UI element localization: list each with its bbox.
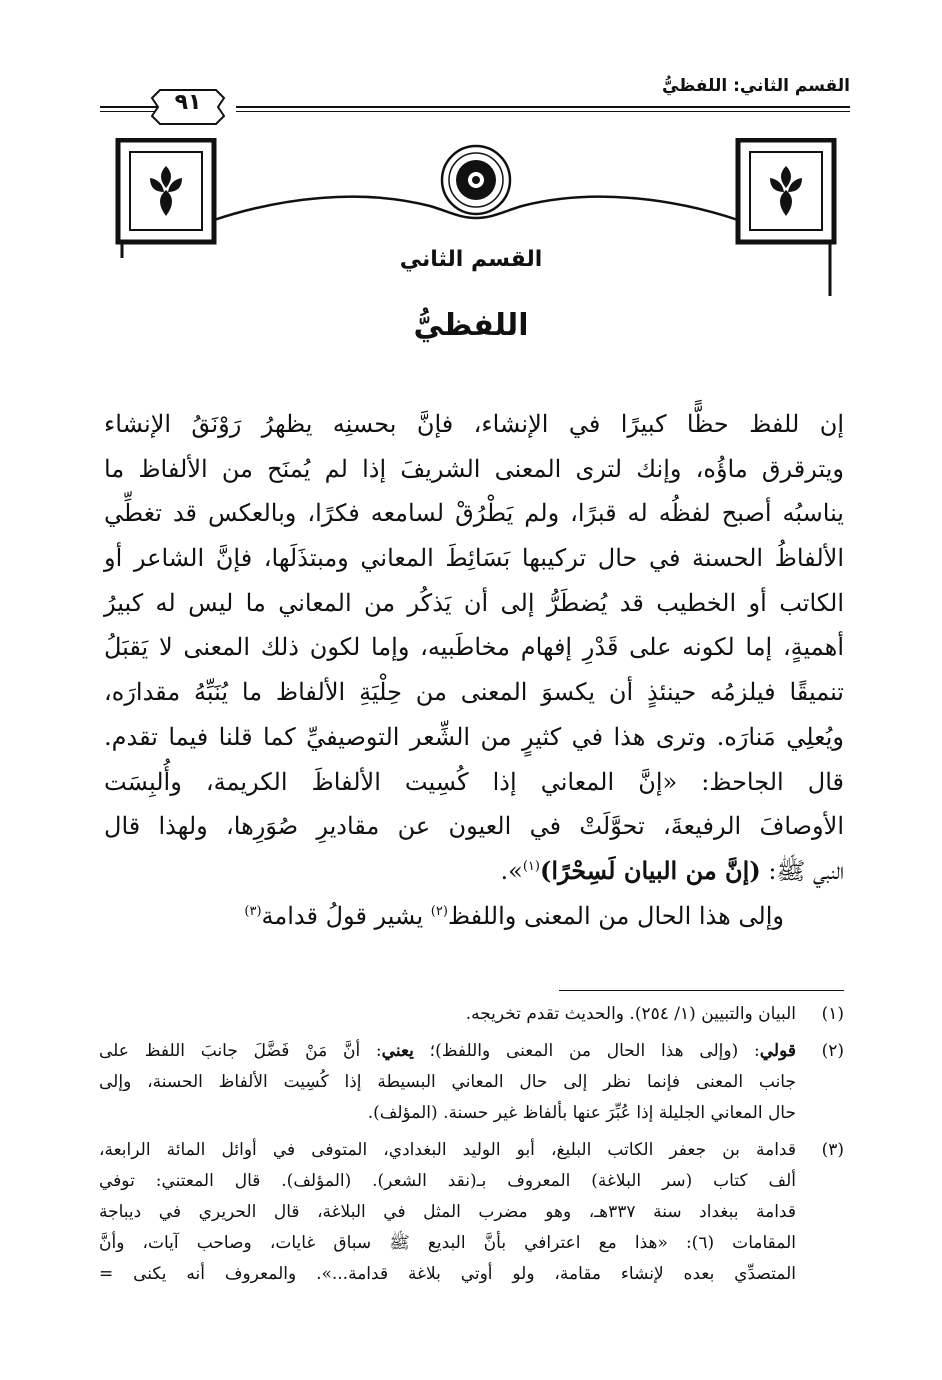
footnote-line — [99, 1036, 796, 1067]
footnote-line: قدامة ببغداد سنة ٣٣٧هـ، وهو مضرب المثل في البلاغة، قال الحريري في ديباجة — [99, 1202, 796, 1222]
running-title: القسم الثاني: اللفظيُّ — [662, 76, 850, 96]
body-line-final — [104, 894, 844, 939]
footnote-line: حال المعاني الجليلة إذا عُبِّرَ عنها بألفاظ غير حسنة. (المؤلف). — [367, 1103, 796, 1123]
footnote-number: (٢) — [821, 1041, 844, 1061]
footnote-line: ألف كتاب (سر البلاغة) المعروف بـ(نقد الشعر). (المؤلف). قال المعتني: توفي — [99, 1171, 796, 1191]
body-line-hadith — [104, 849, 844, 894]
hadith-quote: (إنَّ من البيان لَسِحْرًا) — [539, 855, 761, 885]
footnote — [99, 1135, 844, 1290]
body-line: أهميةٍ، إما لكونه على قَدْرِ إفهام مخاطَبيه، وإما لكون ذلك المعنى لا يَقبَلُ — [104, 633, 844, 662]
footnote-line: البيان والتبيين (١/ ٢٥٤). والحديث تقدم تخريجه. — [465, 1004, 796, 1024]
footnote-marker: (١) — [522, 858, 540, 874]
ornament-banner — [100, 138, 850, 308]
footnote-line: جانب المعنى فإنما نظر إلى حال المعاني البسيطة إذا كُسِيت الألفاظ الحسنة، وإلى — [99, 1072, 796, 1092]
page-number: ٩١ — [174, 90, 202, 115]
footnote-separator — [559, 990, 844, 991]
body-line: الألفاظُ الحسنة في حال تركيبها بَسَائِطَ المعاني ومبتذَلَها، فإنَّ الشاعر أو — [104, 544, 844, 573]
footnote-text: : أنَّ مَنْ فَضَّلَ جانبَ اللفظ على — [99, 1041, 382, 1061]
footnote-number: (١) — [821, 1004, 844, 1024]
section-label: القسم الثاني — [399, 247, 543, 272]
body-line: ويترقرق ماؤُه، وإنك لترى المعنى الشريفَ إذا لم يُمنَح من الألفاظ ما — [104, 454, 845, 483]
footnote — [99, 999, 844, 1030]
hadith-intro: النبي ﷺ: — [760, 856, 844, 885]
footnote-marker: (٢) — [430, 903, 448, 919]
footnote-number: (٣) — [821, 1140, 844, 1160]
header-rule — [236, 111, 850, 112]
section-title: اللفظيُّ — [413, 308, 529, 343]
footnote-lead: يعني — [381, 1041, 414, 1061]
right-ornament-tile — [738, 140, 834, 296]
footnote-line: المتصدِّي بعده لإنشاء مقامة، ولو أوتي بلاغة قدامة...». والمعروف أنه يكنى = — [99, 1264, 796, 1284]
body-line: يناسبُه أصبح لفظُه له قبرًا، ولم يَطْرُقْ لسامعه فكرًا، وبالعكس قد تغطِّي — [104, 499, 844, 528]
footnote — [99, 1036, 844, 1129]
footnote-lead: قولي — [759, 1041, 797, 1061]
body-paragraph — [104, 402, 844, 938]
center-medallion — [442, 146, 510, 214]
footnote-line: المقامات (٦): «هذا مع اعترافي بأنَّ البديع ﷺ سباق غايات، وصاحب آيات، وأنَّ — [99, 1233, 796, 1253]
final-line-part: وإلى هذا الحال من المعنى واللفظ — [447, 901, 784, 930]
left-ornament-tile — [118, 140, 214, 258]
header-rule — [236, 106, 850, 108]
body-line: إن للفظ حظًّا كبيرًا في الإنشاء، فإنَّ بحسنِه يظهرُ رَوْنَقُ الإنشاء — [104, 410, 845, 438]
body-line: الكاتب أو الخطيب قد يُضطَرُّ إلى أن يَذكُر من المعاني ما ليس له كبيرُ — [104, 588, 844, 617]
footnotes — [99, 999, 844, 1296]
footnote-marker: (٣) — [244, 903, 262, 919]
footnote-line: قدامة بن جعفر الكاتب البليغ، أبو الوليد البغدادي، المتوفى في أوائل المائة الرابعة، — [99, 1140, 796, 1160]
quote-close: ». — [500, 856, 523, 885]
footnote-text: : (وإلى هذا الحال من المعنى واللفظ)؛ — [413, 1041, 760, 1061]
body-line: تنميقًا فيلزمُه حينئذٍ أن يكسوَ المعنى من حِلْيَةِ الألفاظ ما يُنَبِّهُ مقدارَه، — [104, 678, 844, 707]
body-line: الأوصافَ الرفيعةَ، تحوَّلَتْ في العيون عن مقاديرِ صُوَرِها، ولهذا قال — [104, 812, 844, 841]
body-line: ويُعلِي مَنارَه. وترى هذا في كثيرٍ من الشِّعر التوصيفيِّ كما قلنا فيما تقدم. — [104, 722, 844, 751]
body-line: قال الجاحظ: «إنَّ المعاني إذا كُسِيت الألفاظَ الكريمة، وأُلبِسَت — [104, 767, 844, 796]
final-line-part: يشير قولُ قدامة — [261, 901, 431, 930]
